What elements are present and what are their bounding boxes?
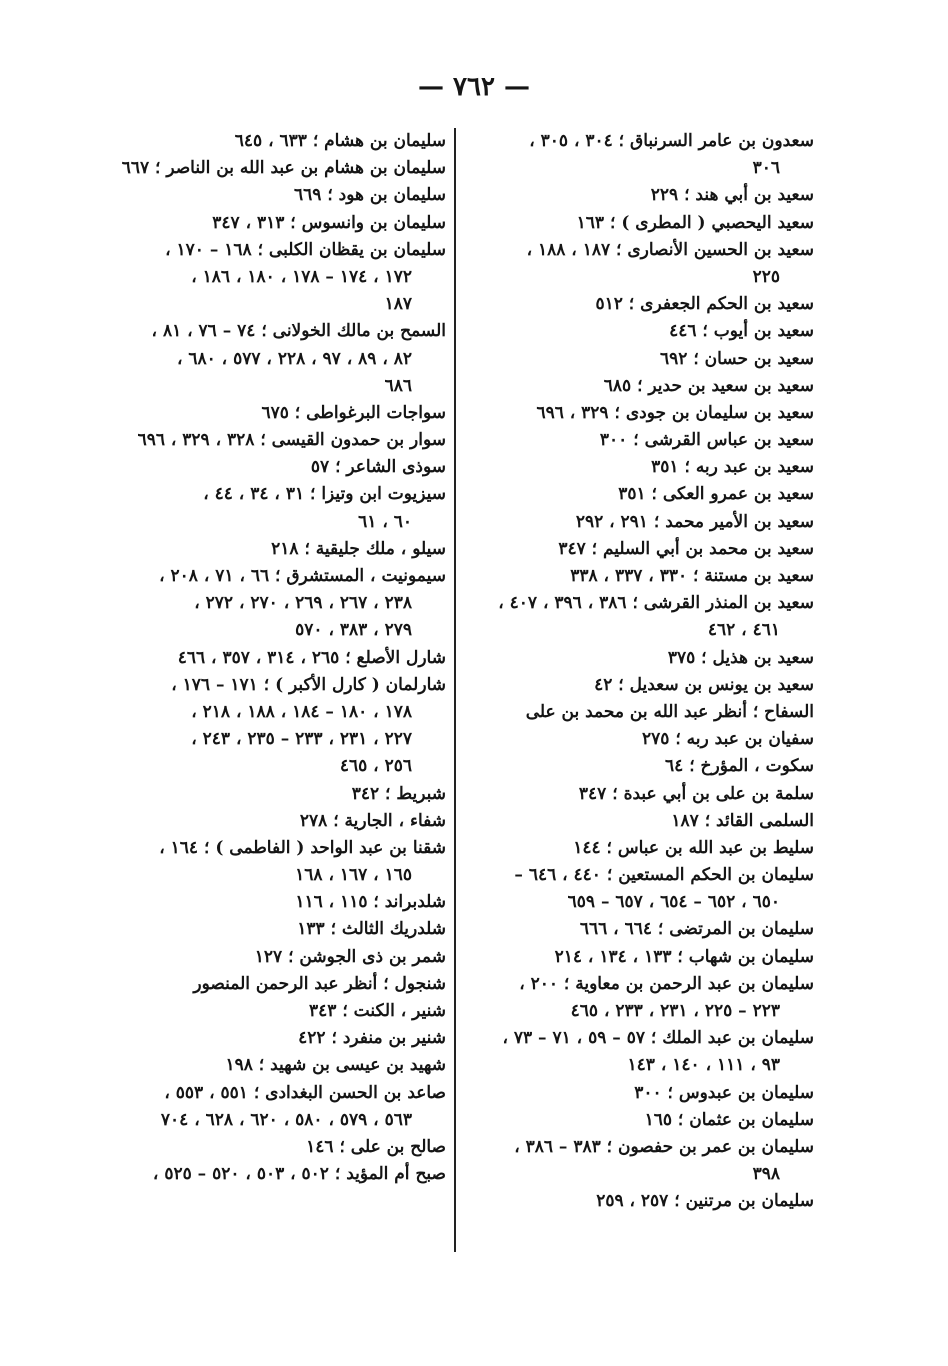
index-entry: سواجات البرغواطى ؛ ٦٧٥ [261,402,446,423]
index-entry: شلدبراند ؛ ١١٥ ، ١١٦ [295,892,446,913]
index-entry-continuation: ٦٨٦ [384,375,412,396]
index-entry-continuation: ٢٢٥ [752,266,780,287]
index-entry-continuation: ٢٢٧ ، ٢٣١ ، ٢٣٣ – ٢٣٥ ، ٢٤٣ ، [191,729,412,750]
index-entry: سعيد بن حسان ؛ ٦٩٢ [660,348,814,369]
index-entry: سعيد بن هذيل ؛ ٣٧٥ [667,647,814,668]
index-entry: سعدون بن عامر السرنباق ؛ ٣٠٤ ، ٣٠٥ ، [529,131,814,151]
index-entry: سعيد بن عباس القرشى ؛ ٣٠٠ [599,430,814,451]
index-entry: سعيد بن أبي هند ؛ ٢٢٩ [650,185,814,206]
index-entry: سليمان بن المرتضى ؛ ٦٦٤ ، ٦٦٦ [579,919,814,940]
index-entry-continuation: ٤٦١ ، ٤٦٢ [707,620,780,641]
index-entry: السلمى القائد ؛ ١٨٧ [671,810,814,831]
index-entry: سليمان بن عبدوس ؛ ٣٠٠ [634,1082,814,1103]
index-entry: سليمان بن عبد الرحمن بن معاوية ؛ ٢٠٠ ، [519,973,814,994]
index-entry: سليمان بن هشام ؛ ٦٣٣ ، ٦٤٥ [234,131,446,151]
index-entry: سليط بن عبد الله بن عباس ؛ ١٤٤ [573,837,814,858]
index-entry-continuation: ٢٢٣ – ٢٢٥ ، ٢٣١ ، ٢٣٣ ، ٤٦٥ [570,1001,780,1021]
index-entry: سوذى الشاعر ؛ ٥٧ [310,457,446,478]
index-entry: سعيد بن مستنة ؛ ٣٣٠ ، ٣٣٧ ، ٣٣٨ [570,566,814,586]
index-entry-continuation: ٢٥٦ ، ٤٦٥ [339,756,412,777]
index-entry: سعيد بن الأمير محمد ؛ ٢٩١ ، ٢٩٢ [575,511,814,532]
index-entry: شنير ، الكنت ؛ ٣٤٣ [309,1001,446,1021]
index-entry-continuation: ٩٣ ، ١١١ ، ١٤٠ ، ١٤٣ [627,1055,780,1076]
index-entry: شفاء ، الجارية ؛ ٢٧٨ [299,810,446,831]
index-entry-continuation: ٦٠ ، ٦١ [358,511,412,532]
index-entry: سليمان بن هشام بن عبد الله بن الناصر ؛ ٦٦٧ [121,158,446,179]
column-divider [454,128,456,1252]
index-entry: سيلو ، ملك جليقية ؛ ٢١٨ [271,538,446,559]
index-entry: شلدريك الثالث ؛ ١٣٣ [297,919,446,940]
index-entry-continuation: ٥٦٣ ، ٥٧٩ ، ٥٨٠ ، ٦٢٠ ، ٦٢٨ ، ٧٠٤ [160,1109,412,1130]
index-entry-continuation: ٦٥٠ ، ٦٥٢ – ٦٥٤ ، ٦٥٧ – ٦٥٩ [567,892,780,913]
index-entry: السمح بن مالك الخولانى ؛ ٧٤ – ٧٦ ، ٨١ ، [151,321,446,342]
index-entry: صاعد بن الحسن البغدادى ؛ ٥٥١ ، ٥٥٣ ، [164,1082,446,1103]
index-entry: سليمان بن عثمان ؛ ١٦٥ [644,1109,814,1130]
index-column-right [466,128,814,1216]
index-entry: سعيد بن عبد ربه ؛ ٣٥١ [651,457,814,478]
index-entry: سليمان بن شهاب ؛ ١٣٣ ، ١٣٤ ، ٢١٤ [554,946,814,967]
index-entry-continuation: ٨٢ ، ٨٩ ، ٩٧ ، ٢٢٨ ، ٥٧٧ ، ٦٨٠ ، [176,348,412,369]
index-entry: شنجول ؛ أنظر عبد الرحمن المنصور [193,973,446,994]
index-entry: سعيد بن سعيد بن حدير ؛ ٦٨٥ [603,375,814,396]
index-entry: سعيد بن المنذر القرشى ؛ ٣٨٦ ، ٣٩٦ ، ٤٠٧ ، [498,593,814,614]
index-entry-continuation: ٣٩٨ [752,1164,780,1185]
index-entry: سعيد بن يونس بن سعديل ؛ ٤٢ [594,674,814,695]
index-entry: شنير بن منفرد ؛ ٤٢٢ [298,1028,446,1049]
index-entry: سعيد بن عمرو العكى ؛ ٣٥١ [618,484,814,505]
index-entry-continuation: ٢٣٨ ، ٢٦٧ ، ٢٦٩ ، ٢٧٠ ، ٢٧٢ ، [194,593,412,614]
index-entry-continuation: ٣٠٦ [752,158,780,179]
index-entry: شبريط ؛ ٣٤٢ [351,783,446,804]
index-entry: شارل الأصلع ؛ ٢٦٥ ، ٣١٤ ، ٣٥٧ ، ٤٦٦ [177,647,446,668]
index-entry: سعيد بن محمد بن أبي السليم ؛ ٣٤٧ [558,538,814,559]
index-entry: سليمان بن عمر بن حفصون ؛ ٣٨٣ – ٣٨٦ ، [514,1136,814,1157]
index-entry: سليمان بن يقظان الكلبى ؛ ١٦٨ – ١٧٠ ، [165,239,446,260]
index-entry: صبح أم المؤيد ؛ ٥٠٢ ، ٥٠٣ ، ٥٢٠ – ٥٢٥ ، [152,1164,446,1185]
index-entry: شقنا بن عبد الواحد ( الفاطمى ) ؛ ١٦٤ ، [159,837,446,858]
index-entry: سلمة بن على بن أبي عبدة ؛ ٣٤٧ [578,783,814,804]
index-entry: شمر بن ذى الجوشن ؛ ١٢٧ [254,946,446,967]
index-entry: سكوت ، المؤرخ ؛ ٦٤ [665,756,814,777]
index-column-left [100,128,446,1188]
index-entry: سفيان بن عبد ربه ؛ ٢٧٥ [642,729,814,750]
index-entry: سعيد بن سليمان بن جودى ؛ ٣٢٩ ، ٦٩٦ [536,402,814,423]
index-entry: سليمان بن هود ؛ ٦٦٩ [294,185,446,206]
index-entry: سيزيوت ابن وتيزا ؛ ٣١ ، ٣٤ ، ٤٤ ، [203,484,446,505]
index-entry: سعيد بن الحسين الأنصارى ؛ ١٨٧ ، ١٨٨ ، [526,239,814,260]
index-entry: سعيد بن أيوب ؛ ٤٤٦ [669,321,814,342]
index-entry-continuation: ١٧٨ ، ١٨٠ – ١٨٤ ، ١٨٨ ، ٢١٨ ، [191,701,412,722]
index-entry: سليمان بن عبد الملك ؛ ٥٧ – ٥٩ ، ٧١ – ٧٣ ، [502,1028,814,1049]
index-entry-continuation: ١٨٧ [384,294,412,315]
index-entry-continuation: ٢٧٩ ، ٣٨٣ ، ٥٧٠ [295,620,412,641]
index-entry: سليمان بن وانسوس ؛ ٣١٣ ، ٣٤٧ [212,212,446,233]
index-entry: سليمان بن الحكم المستعين ؛ ٤٤٠ ، ٦٤٦ – [514,865,814,886]
index-entry: سوار بن حمدون القيسى ؛ ٣٢٨ ، ٣٢٩ ، ٦٩٦ [137,430,446,451]
index-entry: شارلمان ( كارل الأكبر ) ؛ ١٧١ – ١٧٦ ، [171,674,446,695]
index-entry-continuation: ١٧٢ ، ١٧٤ – ١٧٨ ، ١٨٠ ، ١٨٦ ، [191,266,412,287]
index-entry: سعيد اليحصبي ( المطرى ) ؛ ١٦٣ [576,212,814,233]
index-entry: سليمان بن مرتنين ؛ ٢٥٧ ، ٢٥٩ [596,1191,814,1212]
page-number: — ٧٦٢ — [417,72,531,102]
index-entry: شهيد بن عيسى بن شهيد ؛ ١٩٨ [225,1055,446,1076]
index-entry: سيمونيت ، المستشرق ؛ ٦٦ ، ٧١ ، ٢٠٨ ، [159,566,446,586]
index-entry: صالح بن على ؛ ١٤٦ [306,1136,446,1157]
index-entry: سعيد بن الحكم الجعفرى ؛ ٥١٢ [595,294,814,315]
index-entry-continuation: ١٦٥ ، ١٦٧ ، ١٦٨ [295,865,412,886]
index-entry: السفاح ؛ أنظر عبد الله بن محمد بن على [525,701,814,722]
